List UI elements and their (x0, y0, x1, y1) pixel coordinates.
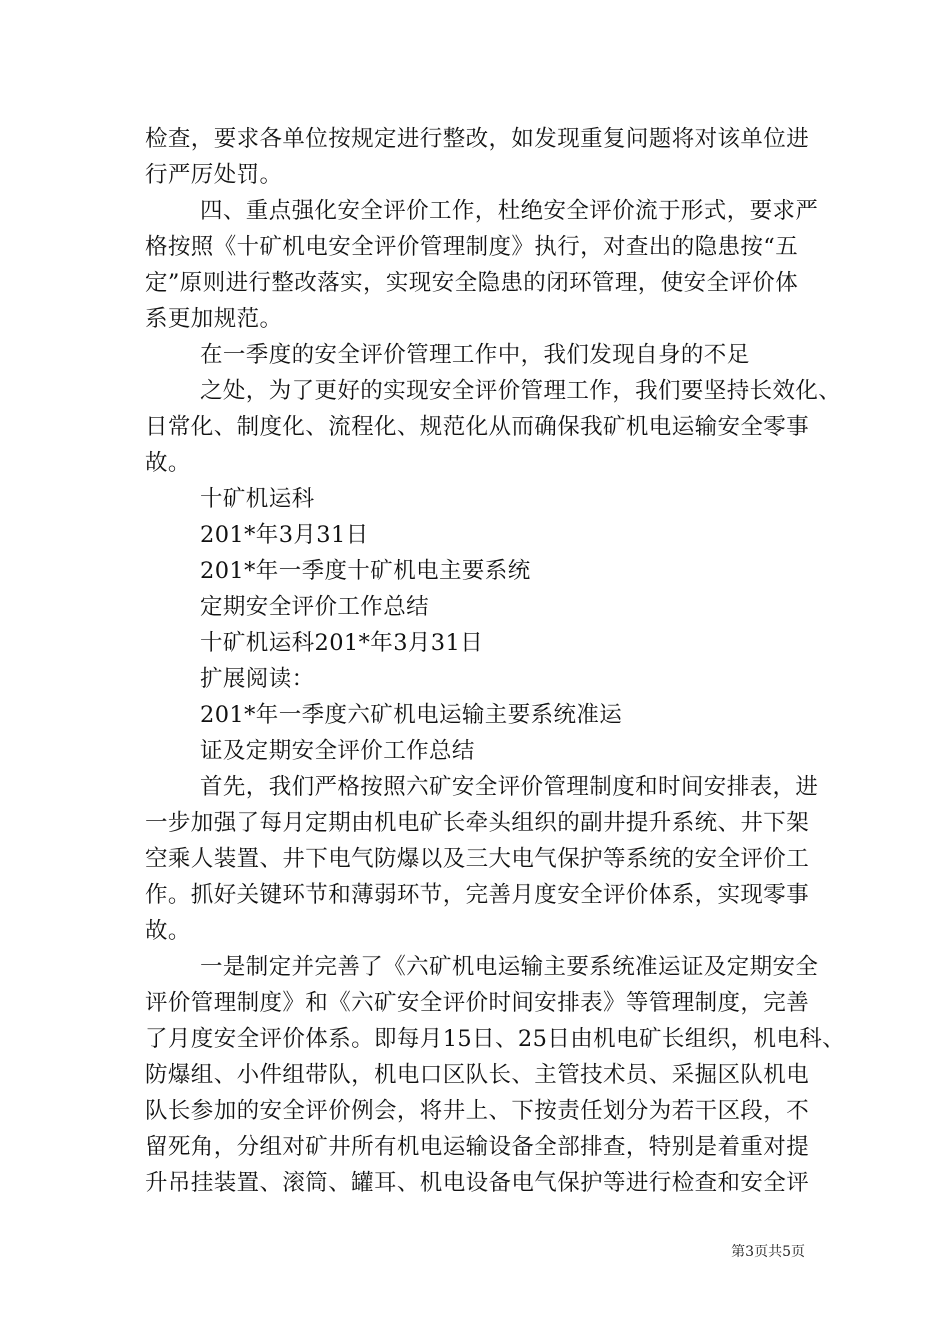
text-line: 行严厉处罚。 (145, 162, 283, 188)
signature-date: 201*年3月31日 (200, 522, 369, 548)
extended-reading-label: 扩展阅读： (200, 666, 315, 692)
text-line: 留死角，分组对矿井所有机电运输设备全部排查，特别是着重对提 (145, 1134, 810, 1160)
text-line: 格按照《十矿机电安全评价管理制度》执行，对查出的隐患按“五 (145, 234, 799, 260)
text-line: 队长参加的安全评价例会，将井上、下按责任划分为若干区段，不 (145, 1098, 810, 1124)
text-line: 定”原则进行整改落实，实现安全隐患的闭环管理，使安全评价体 (145, 270, 799, 296)
text-line: 之处，为了更好的实现安全评价管理工作，我们要坚持长效化、 (200, 378, 842, 404)
text-line: 日常化、制度化、流程化、规范化从而确保我矿机电运输安全零事 (145, 414, 810, 440)
paragraph-start-line: 首先，我们严格按照六矿安全评价管理制度和时间安排表，进 (200, 774, 819, 800)
text-line: 检查，要求各单位按规定进行整改，如发现重复问题将对该单位进 (145, 126, 810, 152)
paragraph-start-line: 一是制定并完善了《六矿机电运输主要系统准运证及定期安全 (200, 954, 819, 980)
text-line: 升吊挂装置、滚筒、罐耳、机电设备电气保护等进行检查和安全评 (145, 1170, 810, 1196)
signature-department: 十矿机运科 (200, 486, 315, 512)
page-number: 第3页共5页 (731, 1244, 805, 1260)
text-line: 一步加强了每月定期由机电矿长牵头组织的副井提升系统、井下架 (145, 810, 810, 836)
text-line: 系更加规范。 (145, 306, 283, 332)
section-byline: 十矿机运科201*年3月31日 (200, 630, 484, 656)
section-title-line: 201*年一季度六矿机电运输主要系统准运 (200, 702, 623, 728)
text-line: 评价管理制度》和《六矿安全评价时间安排表》等管理制度，完善 (145, 990, 810, 1016)
section-title-line: 证及定期安全评价工作总结 (200, 738, 475, 764)
text-line: 防爆组、小件组带队，机电口区队长、主管技术员、采掘区队机电 (145, 1062, 810, 1088)
paragraph-start-line: 在一季度的安全评价管理工作中，我们发现自身的不足 (200, 342, 750, 368)
text-line: 作。抓好关键环节和薄弱环节，完善月度安全评价体系，实现零事 (145, 882, 810, 908)
text-line: 故。 (145, 918, 191, 944)
text-line: 了月度安全评价体系。即每月15日、25日由机电矿长组织，机电科、 (145, 1026, 846, 1052)
text-line: 故。 (145, 450, 191, 476)
text-line: 空乘人装置、井下电气防爆以及三大电气保护等系统的安全评价工 (145, 846, 810, 872)
section-title-line: 201*年一季度十矿机电主要系统 (200, 558, 531, 584)
paragraph-start-line: 四、重点强化安全评价工作，杜绝安全评价流于形式，要求严 (200, 198, 819, 224)
section-title-line: 定期安全评价工作总结 (200, 594, 430, 620)
